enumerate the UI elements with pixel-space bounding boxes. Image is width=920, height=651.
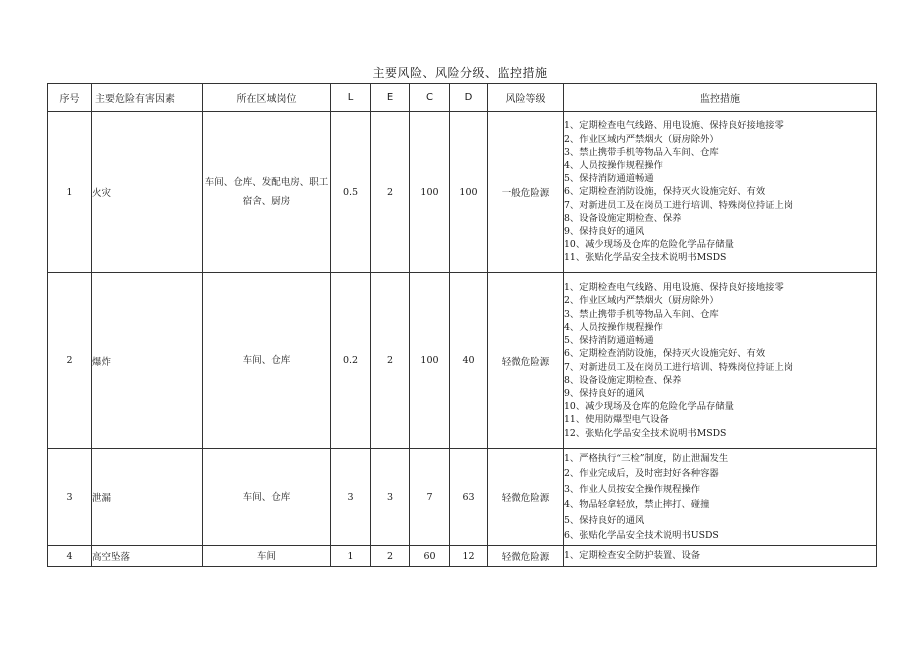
measure-item: 3、作业人员按安全操作规程操作 [564,483,701,495]
table-row [48,449,877,546]
measure-item: 12、张贴化学品安全技术说明书MSDS [564,427,727,439]
row-d: 12 [450,546,488,567]
measure-item: 5、保持消防通道畅通 [564,335,654,347]
row-level: 轻微危险源 [488,546,564,567]
header-e: E [371,84,410,112]
measure-item: 3、禁止携带手机等物品入车间、仓库 [564,308,719,320]
header-c: C [410,84,450,112]
row-c: 100 [410,273,450,449]
table-row [48,112,877,273]
measure-item: 9、保持良好的通风 [564,226,645,237]
row-hazard: 高空坠落 [92,546,203,567]
measure-item: 4、人员按操作规程操作 [564,321,663,333]
header-l: L [331,84,371,112]
header-hazard: 主要危险有害因素 [92,84,203,112]
row-l: 0.2 [331,273,371,449]
measure-item: 1、严格执行“三检”制度，防止泄漏发生 [564,452,729,464]
row-level: 一般危险源 [488,112,564,273]
measure-item: 7、对新进员工及在岗员工进行培训、特殊岗位持证上岗 [564,361,794,373]
measure-item: 1、定期检查电气线路、用电设施、保持良好接地接零 [564,120,784,132]
measure-item: 10、减少现场及仓库的危险化学品存储量 [564,239,734,251]
row-seq: 2 [48,273,92,449]
row-measures [564,112,877,273]
measure-item: 11、使用防爆型电气设备 [564,414,669,426]
row-area: 车间、仓库 [203,449,331,546]
header-d: D [450,84,488,112]
row-level: 轻微危险源 [488,449,564,546]
row-e: 2 [371,546,410,567]
row-e: 2 [371,112,410,273]
row-seq: 1 [48,112,92,273]
measure-item: 2、作业完成后，及时密封好各种容器 [564,468,719,479]
row-c: 60 [410,546,450,567]
measure-item: 8、设备设施定期检查、保养 [564,212,682,224]
measure-item: 11、张贴化学品安全技术说明书MSDS [564,252,727,264]
header-seq: 序号 [48,84,92,112]
measure-item: 2、作业区域内严禁烟火（厨房除外） [564,295,719,307]
row-c: 100 [410,112,450,273]
page-title: 主要风险、风险分级、监控措施 [372,66,548,80]
table-row [48,546,877,567]
measure-item: 1、定期检查电气线路、用电设施、保持良好接地接零 [564,282,784,294]
row-area: 车间、仓库 [203,273,331,449]
row-hazard: 泄漏 [92,449,203,546]
row-hazard: 爆炸 [92,273,203,449]
measure-item: 2、作业区域内严禁烟火（厨房除外） [564,133,719,145]
measure-item: 3、禁止携带手机等物品入车间、仓库 [564,146,719,158]
row-area: 车间 [203,546,331,567]
measure-item: 4、人员按操作规程操作 [564,159,663,171]
header-measures: 监控措施 [564,84,877,112]
measure-item: 10、减少现场及仓库的危险化学品存储量 [564,401,734,413]
measure-item: 8、设备设施定期检查、保养 [564,374,682,386]
row-area: 车间、仓库、发配电房、职工宿舍、厨房 [203,112,331,273]
row-c: 7 [410,449,450,546]
header-level: 风险等级 [488,84,564,112]
measure-item: 4、物品轻拿轻放，禁止摔打、碰撞 [564,499,710,510]
row-d: 100 [450,112,488,273]
row-e: 2 [371,273,410,449]
row-e: 3 [371,449,410,546]
row-level: 轻微危险源 [488,273,564,449]
measure-item: 5、保持良好的通风 [564,514,645,526]
row-l: 0.5 [331,112,371,273]
table-row [48,273,877,449]
risk-table [47,83,877,567]
row-measures [564,546,877,567]
table-header-row [48,84,877,112]
row-seq: 4 [48,546,92,567]
row-seq: 3 [48,449,92,546]
row-measures [564,449,877,546]
measure-item: 7、对新进员工及在岗员工进行培训、特殊岗位持证上岗 [564,199,794,211]
measure-item: 1、定期检查安全防护装置、设备 [564,550,701,562]
measure-item: 6、定期检查消防设施，保持灭火设施完好、有效 [564,348,766,360]
row-l: 1 [331,546,371,567]
row-measures [564,273,877,449]
measure-item: 6、张贴化学品安全技术说明书USDS [564,530,719,541]
measure-item: 5、保持消防通道畅通 [564,173,654,185]
header-area: 所在区域岗位 [203,84,331,112]
row-d: 63 [450,449,488,546]
measure-item: 6、定期检查消防设施，保持灭火设施完好、有效 [564,186,766,198]
row-d: 40 [450,273,488,449]
measure-item: 9、保持良好的通风 [564,387,645,399]
row-hazard: 火灾 [92,112,203,273]
row-l: 3 [331,449,371,546]
